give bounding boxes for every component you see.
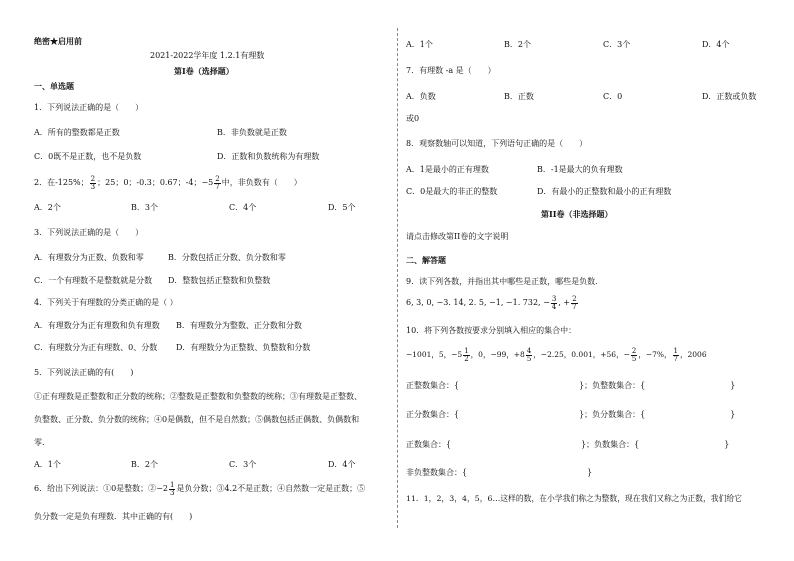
q1-stem: 1．下列说法正确的是（ ）: [34, 103, 144, 112]
right-column: [400, 0, 794, 561]
q5-option-b[interactable]: B．2个: [131, 460, 158, 469]
q1-option-a[interactable]: A．所有的整数都是正数: [34, 128, 120, 137]
q10-fraction-1: $\frac{1}{2}$: [464, 346, 469, 363]
q5-option-c[interactable]: C．3个: [229, 460, 257, 469]
q3-option-d[interactable]: D．整数包括正整数和负整数: [168, 276, 271, 285]
q7-stem: 7．有理数 -a 是（ ）: [406, 66, 496, 75]
q5-stem: 5．下列说法正确的有( ): [34, 368, 134, 377]
q6-option-c[interactable]: C．3个: [603, 40, 631, 49]
q9-fraction-1: $\frac{3}{4}$: [551, 294, 557, 311]
section-single-choice: 一、单选题: [34, 81, 74, 91]
q3-stem: 3．下列说法正确的是（ ）: [34, 228, 144, 237]
q10-set-row-1[interactable]: 正整数集合：{ }；负整数集合：{ }: [406, 381, 736, 390]
q9-stem: 9．读下列各数，并指出其中哪些是正数，哪些是负数．: [406, 277, 604, 286]
q6-option-d[interactable]: D．4个: [702, 40, 730, 49]
part2-title: 第II卷（非选择题）: [541, 209, 613, 219]
q7-option-a[interactable]: A．负数: [406, 92, 436, 101]
q6-line-2: 负分数一定是负有理数．其中正确的有( ): [34, 512, 193, 521]
q11-stem: 11．1，2，3，4，5，6…这样的数，在小学我们称之为整数，现在我们又称之为正数，我们给它: [406, 494, 742, 503]
q9-fraction-2: $\frac{2}{7}$: [572, 294, 577, 311]
q5-option-a[interactable]: A．1个: [34, 460, 61, 469]
q3-option-b[interactable]: B．分数包括正分数、负分数和零: [168, 253, 286, 262]
q2-option-a[interactable]: A．2个: [34, 203, 61, 212]
left-column: [0, 0, 396, 561]
q8-option-c[interactable]: C．0是最大的非正的整数: [406, 187, 498, 196]
q6-option-b[interactable]: B．2个: [504, 40, 531, 49]
q10-fraction-2: $\frac{4}{5}$: [526, 346, 532, 363]
q2-stem: 2．在-125%； $\frac{2}{3}$ ；25；0；-0.3；0.67；-4；−5 $\frac{2}{7}$ 中，非负数有（ ）: [34, 174, 302, 191]
q8-option-b[interactable]: B．-1是最大的负有理数: [537, 165, 623, 174]
section-answer: 二、解答题: [406, 255, 446, 265]
q4-option-a[interactable]: A．有理数分为正有理数和负有理数: [34, 321, 160, 330]
q10-numbers: −1001，5，−5 $\frac{1}{2}$ ，0，−99，+8 $\frac{4}{5}$ ，−2.25，0.001，+56，− $\frac{2}{5}$ ，−7%， $\frac{1}{7}$ ，2006: [406, 346, 707, 363]
q4-stem: 4．下列关于有理数的分类正确的是（ ）: [34, 298, 178, 307]
q7-option-b[interactable]: B．正数: [504, 92, 534, 101]
q5-option-d[interactable]: D．4个: [328, 460, 356, 469]
q6-mixed-fraction: $\frac{1}{3}$: [169, 480, 175, 497]
page-title: 2021-2022学年度 1.2.1有理数: [150, 51, 265, 60]
q1-option-c[interactable]: C．0既不是正数，也不是负数: [34, 152, 142, 161]
q7-option-c[interactable]: C．0: [603, 92, 623, 101]
q3-option-a[interactable]: A．有理数分为正数、负数和零: [34, 253, 144, 262]
q7-option-d[interactable]: D．正数或负数: [702, 92, 757, 101]
q5-line-2: 负整数、正分数、负分数的统称；④0是偶数，但不是自然数；⑤偶数包括正偶数、负偶数和: [34, 415, 360, 424]
q4-option-b[interactable]: B．有理数分为整数、正分数和分数: [176, 321, 302, 330]
q4-option-d[interactable]: D．有理数分为正整数、负整数和分数: [176, 343, 311, 352]
q10-set-row-4[interactable]: 非负整数集合：{ }: [406, 468, 593, 477]
q2-option-d[interactable]: D．5个: [328, 203, 356, 212]
q5-line-3: 零.: [34, 438, 45, 447]
q2-fraction-2: $\frac{2}{7}$: [215, 174, 220, 191]
confidential-label: 绝密★启用前: [34, 36, 82, 46]
q10-set-row-3[interactable]: 正数集合：{ }；负数集合：{ }: [406, 440, 730, 449]
q4-option-c[interactable]: C．有理数分为正有理数、0、分数: [34, 343, 158, 352]
q7-option-d-tail: 或0: [406, 114, 420, 123]
column-divider: [397, 28, 398, 528]
q8-option-a[interactable]: A．1是最小的正有理数: [406, 165, 489, 174]
q2-option-c[interactable]: C．4个: [229, 203, 257, 212]
q6-option-a[interactable]: A．1个: [406, 40, 433, 49]
q1-option-b[interactable]: B．非负数就是正数: [217, 128, 287, 137]
q2-option-b[interactable]: B．3个: [131, 203, 158, 212]
q8-option-d[interactable]: D．有最小的正整数和最小的正有理数: [537, 187, 672, 196]
part2-note: 请点击修改第II卷的文字说明: [406, 232, 509, 241]
q10-fraction-3: $\frac{2}{5}$: [631, 346, 637, 363]
part1-title: 第I卷（选择题）: [174, 66, 234, 76]
q10-stem: 10．将下列各数按要求分别填入相应的集合中：: [406, 326, 577, 335]
q10-fraction-4: $\frac{1}{7}$: [673, 346, 678, 363]
q8-stem: 8．观察数轴可以知道，下列语句正确的是（ ）: [406, 139, 588, 148]
q3-option-c[interactable]: C．一个有理数不是整数就是分数: [34, 276, 153, 285]
q2-fraction-1: $\frac{2}{3}$: [90, 174, 96, 191]
q6-stem: 6．给出下列说法：①0是整数；②−2 $\frac{1}{3}$ 是负分数；③4.2不是正数；④自然数一定是正数；⑤: [34, 480, 366, 497]
q1-option-d[interactable]: D．正数和负数统称为有理数: [217, 152, 320, 161]
q5-line-1: ①正有理数是正整数和正分数的统称；②整数是正整数和负整数的统称；③有理数是正整数、: [34, 392, 362, 401]
q9-numbers: 6, 3, 0, −3. 14, 2. 5, −1, −1. 732, − $\frac{3}{4}$ , + $\frac{2}{7}$: [406, 294, 577, 311]
q10-set-row-2[interactable]: 正分数集合：{ }；负分数集合：{ }: [406, 410, 736, 419]
